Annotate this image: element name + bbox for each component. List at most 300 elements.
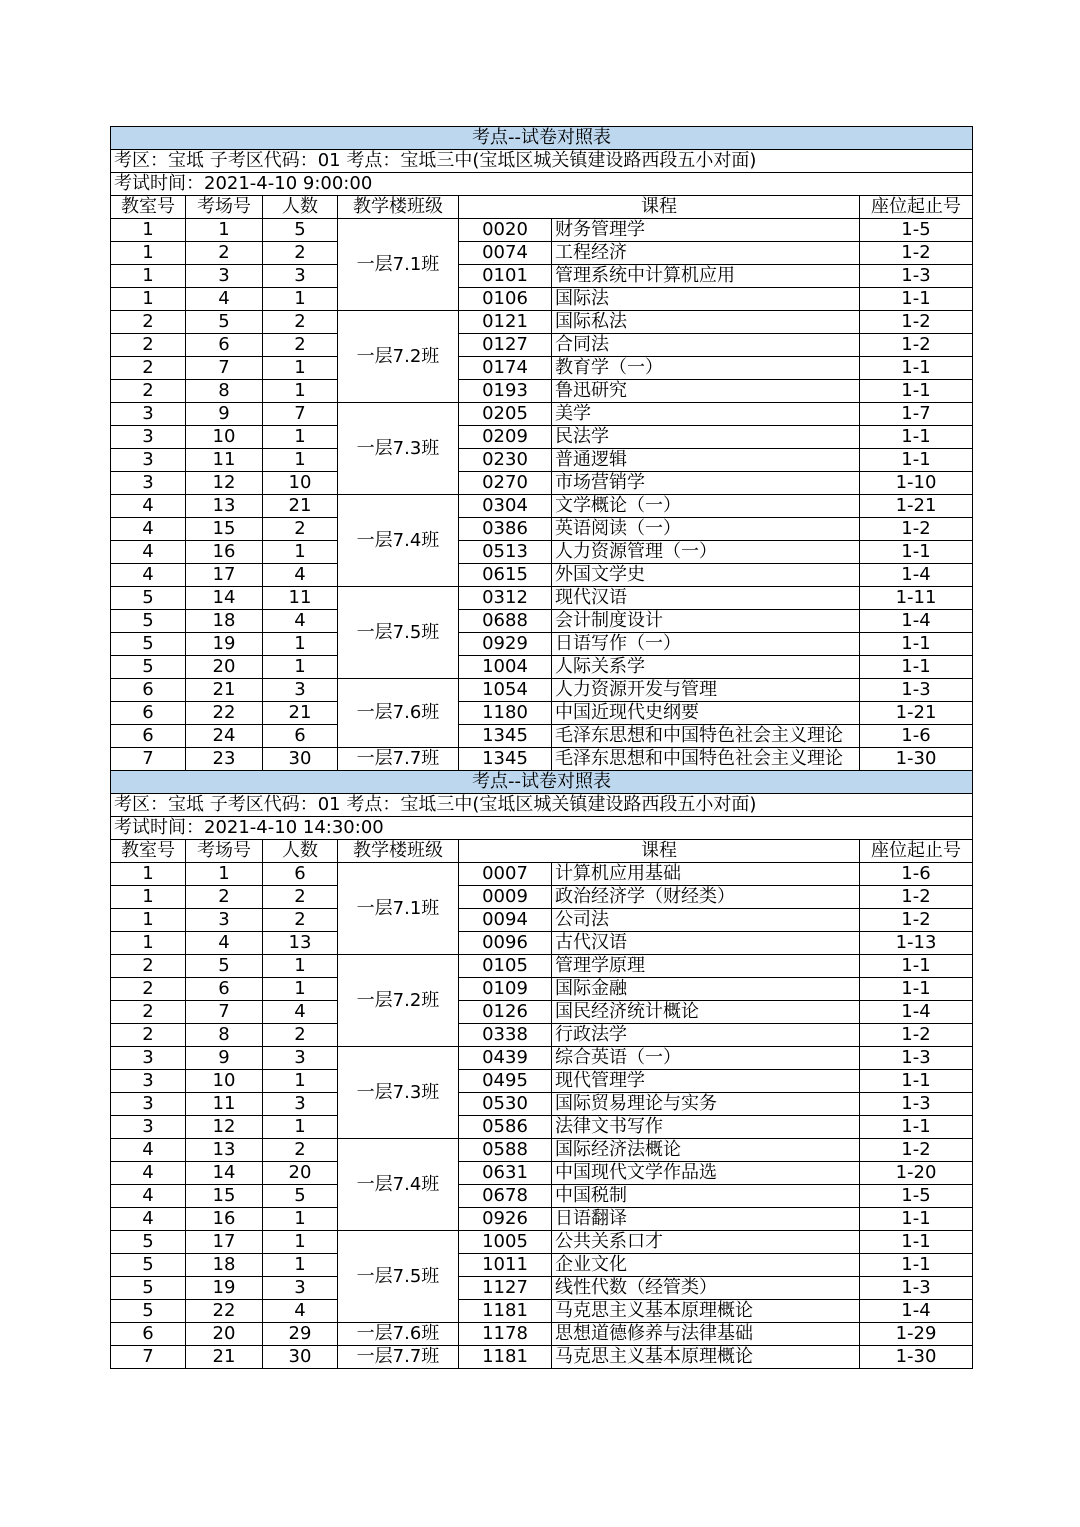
room-no: 3 (186, 265, 263, 288)
classroom-no: 5 (111, 1231, 186, 1254)
course-name: 人际关系学 (552, 656, 860, 679)
classroom-no: 3 (111, 1093, 186, 1116)
classroom-no: 1 (111, 265, 186, 288)
room-no: 4 (186, 932, 263, 955)
classroom-no: 1 (111, 886, 186, 909)
column-header: 座位起止号 (860, 196, 973, 219)
table-row (111, 1116, 973, 1139)
course-code: 0105 (459, 955, 552, 978)
count: 2 (263, 518, 338, 541)
course-code: 0007 (459, 863, 552, 886)
classroom-no: 7 (111, 748, 186, 771)
table-row (111, 1346, 973, 1369)
room-no: 22 (186, 702, 263, 725)
seat-range: 1-30 (860, 1346, 973, 1369)
seat-range: 1-1 (860, 978, 973, 1001)
classroom-no: 5 (111, 587, 186, 610)
room-no: 14 (186, 1162, 263, 1185)
course-name: 线性代数（经管类） (552, 1277, 860, 1300)
course-code: 0929 (459, 633, 552, 656)
seat-range: 1-11 (860, 587, 973, 610)
count: 1 (263, 955, 338, 978)
seat-range: 1-1 (860, 656, 973, 679)
classroom-no: 3 (111, 1047, 186, 1070)
course-code: 0439 (459, 1047, 552, 1070)
course-name: 文学概论（一） (552, 495, 860, 518)
classroom-no: 4 (111, 518, 186, 541)
course-name: 思想道德修养与法律基础 (552, 1323, 860, 1346)
count: 1 (263, 656, 338, 679)
seat-range: 1-3 (860, 679, 973, 702)
count: 3 (263, 1093, 338, 1116)
column-header: 教室号 (111, 840, 186, 863)
table-row (111, 311, 973, 334)
header-row (111, 196, 973, 219)
room-no: 19 (186, 633, 263, 656)
count: 2 (263, 886, 338, 909)
room-no: 18 (186, 610, 263, 633)
table-row (111, 288, 973, 311)
column-header: 课程 (459, 196, 860, 219)
room-no: 10 (186, 1070, 263, 1093)
classroom-no: 2 (111, 1001, 186, 1024)
classroom-no: 6 (111, 1323, 186, 1346)
room-no: 2 (186, 886, 263, 909)
table-row (111, 1300, 973, 1323)
course-code: 0688 (459, 610, 552, 633)
building-class: 一层7.6班 (338, 679, 459, 748)
count: 3 (263, 265, 338, 288)
seat-range: 1-1 (860, 1254, 973, 1277)
count: 1 (263, 541, 338, 564)
table-row (111, 357, 973, 380)
course-code: 0338 (459, 1024, 552, 1047)
building-class: 一层7.2班 (338, 955, 459, 1047)
course-code: 1181 (459, 1346, 552, 1369)
seat-range: 1-3 (860, 1093, 973, 1116)
seat-range: 1-1 (860, 1231, 973, 1254)
room-no: 11 (186, 1093, 263, 1116)
course-name: 国际经济法概论 (552, 1139, 860, 1162)
classroom-no: 6 (111, 679, 186, 702)
count: 6 (263, 725, 338, 748)
classroom-no: 5 (111, 1300, 186, 1323)
course-code: 0109 (459, 978, 552, 1001)
seat-range: 1-2 (860, 242, 973, 265)
table-row (111, 472, 973, 495)
course-code: 0588 (459, 1139, 552, 1162)
info-row (111, 150, 973, 173)
course-code: 1181 (459, 1300, 552, 1323)
table-row (111, 541, 973, 564)
seat-range: 1-3 (860, 1277, 973, 1300)
course-name: 国际贸易理论与实务 (552, 1093, 860, 1116)
classroom-no: 1 (111, 932, 186, 955)
seat-range: 1-2 (860, 909, 973, 932)
course-code: 1345 (459, 725, 552, 748)
count: 13 (263, 932, 338, 955)
classroom-no: 5 (111, 633, 186, 656)
course-code: 0106 (459, 288, 552, 311)
building-class: 一层7.4班 (338, 495, 459, 587)
seat-range: 1-1 (860, 288, 973, 311)
count: 1 (263, 1070, 338, 1093)
column-header: 人数 (263, 196, 338, 219)
course-name: 财务管理学 (552, 219, 860, 242)
room-no: 5 (186, 311, 263, 334)
classroom-no: 4 (111, 1208, 186, 1231)
course-code: 0615 (459, 564, 552, 587)
classroom-no: 1 (111, 288, 186, 311)
info-row (111, 794, 973, 817)
time-row (111, 817, 973, 840)
table-row (111, 748, 973, 771)
classroom-no: 2 (111, 311, 186, 334)
seat-range: 1-1 (860, 1208, 973, 1231)
course-name: 马克思主义基本原理概论 (552, 1300, 860, 1323)
seat-range: 1-2 (860, 311, 973, 334)
count: 30 (263, 748, 338, 771)
column-header: 考场号 (186, 840, 263, 863)
course-code: 1004 (459, 656, 552, 679)
room-no: 11 (186, 449, 263, 472)
course-code: 0230 (459, 449, 552, 472)
course-name: 毛泽东思想和中国特色社会主义理论 (552, 725, 860, 748)
count: 1 (263, 357, 338, 380)
course-name: 管理系统中计算机应用 (552, 265, 860, 288)
count: 1 (263, 1116, 338, 1139)
course-code: 0193 (459, 380, 552, 403)
room-no: 17 (186, 1231, 263, 1254)
table-row (111, 449, 973, 472)
classroom-no: 2 (111, 357, 186, 380)
table-row (111, 403, 973, 426)
classroom-no: 3 (111, 426, 186, 449)
table-row (111, 610, 973, 633)
classroom-no: 4 (111, 541, 186, 564)
course-name: 现代管理学 (552, 1070, 860, 1093)
classroom-no: 3 (111, 1070, 186, 1093)
table-row (111, 1001, 973, 1024)
count: 21 (263, 495, 338, 518)
room-no: 4 (186, 288, 263, 311)
course-code: 0631 (459, 1162, 552, 1185)
seat-range: 1-1 (860, 633, 973, 656)
classroom-no: 4 (111, 1185, 186, 1208)
column-header: 课程 (459, 840, 860, 863)
seat-range: 1-21 (860, 702, 973, 725)
course-name: 国民经济统计概论 (552, 1001, 860, 1024)
count: 4 (263, 610, 338, 633)
room-no: 19 (186, 1277, 263, 1300)
count: 20 (263, 1162, 338, 1185)
room-no: 10 (186, 426, 263, 449)
building-class: 一层7.1班 (338, 219, 459, 311)
course-name: 日语写作（一） (552, 633, 860, 656)
classroom-no: 4 (111, 495, 186, 518)
count: 1 (263, 978, 338, 1001)
count: 7 (263, 403, 338, 426)
table-row (111, 978, 973, 1001)
title-row (111, 771, 973, 794)
course-code: 0126 (459, 1001, 552, 1024)
seat-range: 1-13 (860, 932, 973, 955)
sheet-title: 考点--试卷对照表 (111, 127, 973, 150)
course-code: 0386 (459, 518, 552, 541)
table-row (111, 564, 973, 587)
sheet-title: 考点--试卷对照表 (111, 771, 973, 794)
course-name: 教育学（一） (552, 357, 860, 380)
seat-range: 1-1 (860, 955, 973, 978)
table-row (111, 1185, 973, 1208)
room-no: 14 (186, 587, 263, 610)
course-name: 中国税制 (552, 1185, 860, 1208)
course-name: 工程经济 (552, 242, 860, 265)
classroom-no: 6 (111, 725, 186, 748)
room-no: 1 (186, 863, 263, 886)
course-name: 公司法 (552, 909, 860, 932)
course-name: 管理学原理 (552, 955, 860, 978)
count: 1 (263, 380, 338, 403)
building-class: 一层7.7班 (338, 748, 459, 771)
course-code: 0127 (459, 334, 552, 357)
table-row (111, 1323, 973, 1346)
room-no: 18 (186, 1254, 263, 1277)
room-no: 3 (186, 909, 263, 932)
seat-range: 1-3 (860, 1047, 973, 1070)
table-row (111, 242, 973, 265)
course-name: 市场营销学 (552, 472, 860, 495)
count: 5 (263, 219, 338, 242)
course-code: 0513 (459, 541, 552, 564)
course-code: 0586 (459, 1116, 552, 1139)
table-row (111, 426, 973, 449)
table-row (111, 1047, 973, 1070)
course-code: 0174 (459, 357, 552, 380)
table-row (111, 1277, 973, 1300)
course-name: 法律文书写作 (552, 1116, 860, 1139)
header-row (111, 840, 973, 863)
room-no: 22 (186, 1300, 263, 1323)
seat-range: 1-2 (860, 1139, 973, 1162)
room-no: 1 (186, 219, 263, 242)
course-code: 0101 (459, 265, 552, 288)
seat-range: 1-30 (860, 748, 973, 771)
building-class: 一层7.4班 (338, 1139, 459, 1231)
classroom-no: 1 (111, 909, 186, 932)
building-class: 一层7.1班 (338, 863, 459, 955)
room-no: 6 (186, 978, 263, 1001)
classroom-no: 1 (111, 863, 186, 886)
table-row (111, 886, 973, 909)
course-code: 0926 (459, 1208, 552, 1231)
room-no: 2 (186, 242, 263, 265)
building-class: 一层7.3班 (338, 1047, 459, 1139)
count: 1 (263, 426, 338, 449)
course-name: 日语翻译 (552, 1208, 860, 1231)
table-row (111, 1093, 973, 1116)
seat-range: 1-10 (860, 472, 973, 495)
course-name: 公共关系口才 (552, 1231, 860, 1254)
building-class: 一层7.7班 (338, 1346, 459, 1369)
table-row (111, 495, 973, 518)
count: 1 (263, 288, 338, 311)
course-name: 会计制度设计 (552, 610, 860, 633)
room-no: 21 (186, 1346, 263, 1369)
exam-sheet (110, 126, 972, 1369)
course-name: 国际法 (552, 288, 860, 311)
classroom-no: 3 (111, 472, 186, 495)
course-name: 企业文化 (552, 1254, 860, 1277)
room-no: 12 (186, 472, 263, 495)
seat-range: 1-1 (860, 541, 973, 564)
classroom-no: 2 (111, 1024, 186, 1047)
seat-range: 1-7 (860, 403, 973, 426)
seat-range: 1-1 (860, 426, 973, 449)
room-no: 7 (186, 357, 263, 380)
seat-range: 1-3 (860, 265, 973, 288)
seat-range: 1-4 (860, 1300, 973, 1323)
course-code: 0009 (459, 886, 552, 909)
course-name: 综合英语（一） (552, 1047, 860, 1070)
count: 4 (263, 564, 338, 587)
table-row (111, 656, 973, 679)
seat-range: 1-2 (860, 1024, 973, 1047)
room-no: 7 (186, 1001, 263, 1024)
course-name: 现代汉语 (552, 587, 860, 610)
table-row (111, 932, 973, 955)
course-code: 0121 (459, 311, 552, 334)
course-code: 0530 (459, 1093, 552, 1116)
table-row (111, 219, 973, 242)
column-header: 考场号 (186, 196, 263, 219)
building-class: 一层7.5班 (338, 587, 459, 679)
room-no: 15 (186, 518, 263, 541)
seat-range: 1-1 (860, 380, 973, 403)
room-no: 5 (186, 955, 263, 978)
course-code: 0096 (459, 932, 552, 955)
course-code: 1180 (459, 702, 552, 725)
table-row (111, 380, 973, 403)
table-row (111, 702, 973, 725)
classroom-no: 5 (111, 1254, 186, 1277)
course-name: 外国文学史 (552, 564, 860, 587)
seat-range: 1-6 (860, 725, 973, 748)
table-row (111, 725, 973, 748)
count: 30 (263, 1346, 338, 1369)
table-row (111, 633, 973, 656)
course-name: 行政法学 (552, 1024, 860, 1047)
room-no: 15 (186, 1185, 263, 1208)
course-code: 1345 (459, 748, 552, 771)
count: 29 (263, 1323, 338, 1346)
seat-range: 1-4 (860, 610, 973, 633)
course-name: 鲁迅研究 (552, 380, 860, 403)
count: 6 (263, 863, 338, 886)
classroom-no: 2 (111, 334, 186, 357)
count: 3 (263, 1277, 338, 1300)
course-name: 古代汉语 (552, 932, 860, 955)
count: 1 (263, 449, 338, 472)
building-class: 一层7.5班 (338, 1231, 459, 1323)
count: 1 (263, 1231, 338, 1254)
count: 1 (263, 1208, 338, 1231)
course-name: 合同法 (552, 334, 860, 357)
column-header: 人数 (263, 840, 338, 863)
course-name: 中国现代文学作品选 (552, 1162, 860, 1185)
count: 3 (263, 679, 338, 702)
room-no: 9 (186, 403, 263, 426)
classroom-no: 2 (111, 978, 186, 1001)
seat-range: 1-1 (860, 449, 973, 472)
table-row (111, 679, 973, 702)
seat-range: 1-1 (860, 1116, 973, 1139)
room-no: 23 (186, 748, 263, 771)
course-name: 普通逻辑 (552, 449, 860, 472)
table-row (111, 909, 973, 932)
room-no: 8 (186, 380, 263, 403)
count: 4 (263, 1001, 338, 1024)
seat-range: 1-4 (860, 564, 973, 587)
exam-site-info: 考区：宝坻 子考区代码：01 考点：宝坻三中(宝坻区城关镇建设路西段五小对面) (111, 794, 973, 817)
column-header: 教室号 (111, 196, 186, 219)
column-header: 教学楼班级 (338, 840, 459, 863)
classroom-no: 5 (111, 1277, 186, 1300)
table-row (111, 265, 973, 288)
classroom-no: 1 (111, 219, 186, 242)
room-no: 24 (186, 725, 263, 748)
classroom-no: 4 (111, 564, 186, 587)
classroom-no: 3 (111, 403, 186, 426)
course-code: 1178 (459, 1323, 552, 1346)
table-row (111, 334, 973, 357)
room-no: 8 (186, 1024, 263, 1047)
seat-range: 1-2 (860, 518, 973, 541)
course-code: 0304 (459, 495, 552, 518)
exam-time: 考试时间：2021-4-10 14:30:00 (111, 817, 973, 840)
course-name: 民法学 (552, 426, 860, 449)
table-row (111, 1139, 973, 1162)
table-row (111, 1024, 973, 1047)
building-class: 一层7.3班 (338, 403, 459, 495)
classroom-no: 3 (111, 449, 186, 472)
room-no: 17 (186, 564, 263, 587)
room-no: 20 (186, 656, 263, 679)
classroom-no: 4 (111, 1162, 186, 1185)
time-row (111, 173, 973, 196)
classroom-no: 7 (111, 1346, 186, 1369)
room-no: 20 (186, 1323, 263, 1346)
table-row (111, 1070, 973, 1093)
exam-time: 考试时间：2021-4-10 9:00:00 (111, 173, 973, 196)
column-header: 教学楼班级 (338, 196, 459, 219)
classroom-no: 2 (111, 380, 186, 403)
room-no: 13 (186, 495, 263, 518)
seat-range: 1-20 (860, 1162, 973, 1185)
course-code: 0074 (459, 242, 552, 265)
room-no: 12 (186, 1116, 263, 1139)
count: 4 (263, 1300, 338, 1323)
seat-range: 1-29 (860, 1323, 973, 1346)
exam-site-info: 考区：宝坻 子考区代码：01 考点：宝坻三中(宝坻区城关镇建设路西段五小对面) (111, 150, 973, 173)
count: 2 (263, 334, 338, 357)
building-class: 一层7.6班 (338, 1323, 459, 1346)
count: 1 (263, 1254, 338, 1277)
course-code: 0205 (459, 403, 552, 426)
table-row (111, 587, 973, 610)
course-code: 0678 (459, 1185, 552, 1208)
seat-range: 1-21 (860, 495, 973, 518)
